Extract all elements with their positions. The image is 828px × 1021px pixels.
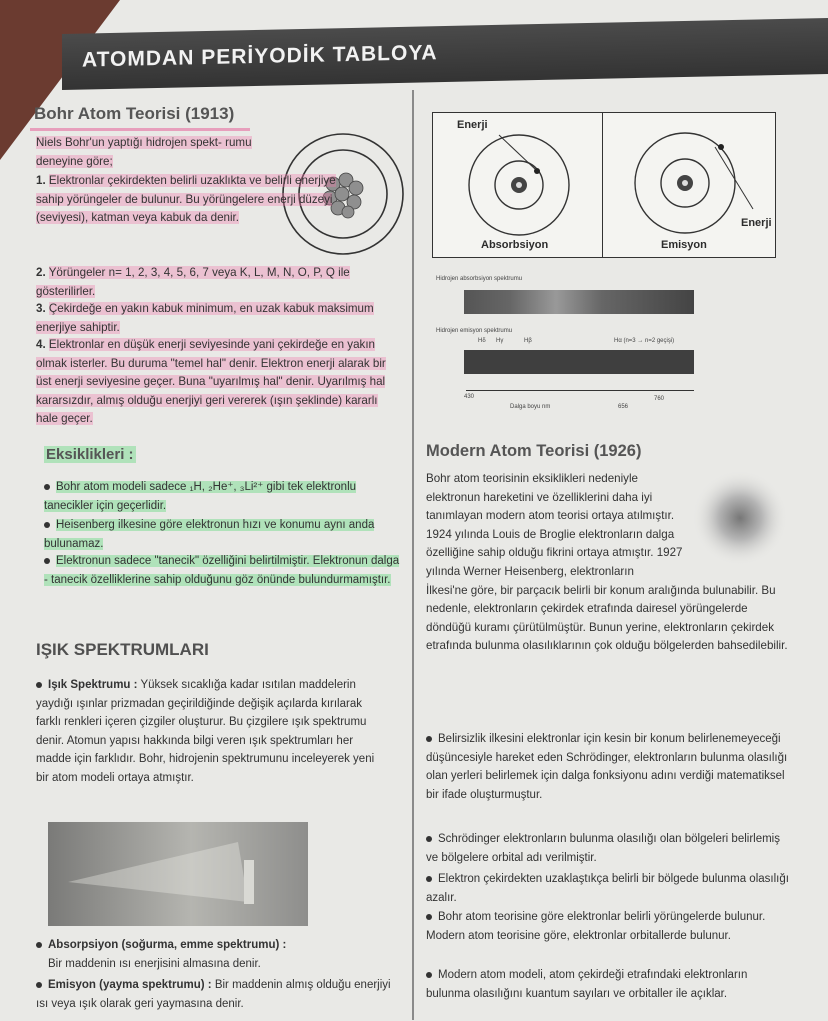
bohr-item-1-text: Elektronlar çekirdekten belirli uzaklıkta ve belirli enerjiye sahip yörüngeler de bulunur. Bu yörüngelere enerji düzeyi (seviyesi), katman veya kabuk da denir. <box>36 174 336 225</box>
h-delta-label: Hδ <box>478 338 486 344</box>
emission-diagram <box>602 112 776 258</box>
tick-430: 430 <box>464 394 475 400</box>
heading-underline <box>30 128 250 131</box>
tick-760: 760 <box>654 396 665 402</box>
modern-bullet-5 <box>426 966 791 1003</box>
bohr-item-3 <box>36 300 396 337</box>
emission-spectrum-bar <box>464 350 694 374</box>
absorpsiyon-label: Absorpsiyon (soğurma, emme spektrumu) : <box>48 939 287 951</box>
h-alpha-label: Hα (n=3 → n=2 geçişi) <box>614 338 675 344</box>
emission-spectrum-label: Hidrojen emisyon spektrumu <box>436 328 513 334</box>
enerji-label-right: Enerji <box>741 217 772 229</box>
bullet-dot <box>36 942 42 948</box>
absorpsiyon-item <box>36 936 388 973</box>
bohr-item-2-number: 2. <box>36 266 46 279</box>
enerji-label-left: Enerji <box>457 119 488 131</box>
bullet-dot <box>426 914 432 920</box>
bullet-dot <box>36 682 42 688</box>
bohr-item-4-text: Elektronlar en düşük enerji seviyesinde yani çekirdeğe en yakın olmak isterler. Bu duruma "temel hal" denir. Elektron enerji alarak bir üst enerji seviyesine geçer. Buna "uyarılmış hal" denir. Uyarılmış hal kararsızdır, almış olduğu enerjiyi geri vererek (ışın şeklinde) kararlı hale geçer. <box>36 338 386 426</box>
modern-bullet-3-text: Elektron çekirdekten uzaklaştıkça belirli bir bölgede bulunma olasılığı azalır. <box>426 873 789 904</box>
bohr-intro-text: Niels Bohr'un yaptığı hidrojen spekt- rumu deneyine göre; <box>36 136 252 168</box>
chapter-title: ATOMDAN PERİYODİK TABLOYA <box>82 41 438 72</box>
eksik-item-3 <box>44 552 400 589</box>
h-gamma-label: Hγ <box>496 338 504 344</box>
eksik-item-2-text: Heisenberg ilkesine göre elektronun hızı ve konumu aynı anda bulunamaz. <box>44 519 375 550</box>
bohr-item-3-text: Çekirdeğe en yakın kabuk minimum, en uzak kabuk maksimum enerjiye sahiptir. <box>36 302 374 334</box>
bullet-dot <box>426 836 432 842</box>
isik-spektrumu-item <box>36 676 388 788</box>
bohr-item-2 <box>36 264 396 301</box>
bohr-item-1 <box>36 172 336 228</box>
bohr-intro <box>36 134 264 171</box>
absorption-atom <box>433 113 603 257</box>
tick-656: 656 <box>618 404 629 410</box>
orbital-cloud-illustration <box>690 468 790 568</box>
bohr-item-2-text: Yörüngeler n= 1, 2, 3, 4, 5, 6, 7 veya K, L, M, N, O, P, Q ile gösterilirler. <box>36 266 350 298</box>
absorbsiyon-label: Absorbsiyon <box>481 239 549 251</box>
isik-spektrumu-text: Yüksek sıcaklığa kadar ısıtılan maddelerin yaydığı ışınlar prizmadan geçirildiğinde değişik açılarda kırılarak farklı renkleri içeren çizgiler oluşturur. Bu çizgilere ışık spektrumu denir. Atomun yapısı hakkında bilgi veren ışık spektrumları her madde için farklıdır. Bohr, hidrojenin spektrumunu inceleyerek yeni bir atom modeli ortaya atmıştır. <box>36 679 375 784</box>
bullet-dot <box>36 982 42 988</box>
emission-atom <box>603 113 775 257</box>
modern-intro-continued-text: İlkesi'ne göre, bir parçacık belirli bir konum aralığında bulunabilir. Bu nedenle, elektronların çekirdek etrafında dairesel yörüngelerde döndüğü kuramı çürütülmüştür. Bunun yerine, elektronların çekirdek etrafında bulunma olasılıklarının çok olduğu bölgelerden bahsedilebilir. <box>426 583 788 653</box>
bohr-item-4 <box>36 336 402 429</box>
eksiklikleri-heading: Eksiklikleri : <box>46 446 134 463</box>
absorpsiyon-text: Bir maddenin ısı enerjisini almasına denir. <box>48 957 261 970</box>
wavelength-axis <box>466 390 694 391</box>
modern-bullet-1 <box>426 730 791 804</box>
bohr-item-1-number: 1. <box>36 174 46 187</box>
axis-label: Dalga boyu nm <box>510 404 551 410</box>
bohr-heading: Bohr Atom Teorisi (1913) <box>34 104 235 123</box>
modern-heading: Modern Atom Teorisi (1926) <box>426 442 642 460</box>
modern-bullet-4-text: Bohr atom teorisine göre elektronlar belirli yörüngelerde bulunur. Modern atom teorisine göre, elektronlar orbitallerde bulunur. <box>426 911 766 942</box>
modern-intro-text: Bohr atom teorisinin eksiklikleri nedeniyle elektronun hareketini ve özelliklerini daha iyi tanımlayan modern atom teorisi ortaya atılmıştır. 1924 yılında Louis de Broglie elektronların dalga özelliğine sahip olduğu fikrini ortaya atmıştır. 1927 yılında Werner Heisenberg, elektronların <box>426 472 683 578</box>
bullet-dot <box>426 972 432 978</box>
eksik-item-2 <box>44 516 400 553</box>
eksik-item-1 <box>44 478 400 515</box>
modern-bullet-2-text: Schrödinger elektronların bulunma olasılığı olan bölgeleri belirlemiş ve bölgelere orbital adı verilmiştir. <box>426 833 780 864</box>
bullet-dot <box>44 558 50 564</box>
modern-intro-top <box>426 470 694 585</box>
h-beta-label: Hβ <box>524 338 532 344</box>
isik-heading: IŞIK SPEKTRUMLARI <box>36 640 209 659</box>
modern-intro-continued <box>426 578 791 728</box>
modern-bullet-2 <box>426 830 791 867</box>
column-divider <box>412 90 414 1020</box>
prism-photo <box>48 822 308 926</box>
modern-bullet-1-text: Belirsizlik ilkesini elektronlar için kesin bir konum belirlenemeyeceği düşüncesiyle hareket eden Schrödinger, elektronların bulunma olasılığı olan yerleri belirlemek için dalga fonksiyonu adını verdiği matematiksel bir ifade oluşturmuştur. <box>426 733 788 801</box>
prism-beam-illustration <box>48 822 308 926</box>
bohr-item-4-number: 4. <box>36 338 46 351</box>
absorption-diagram <box>432 112 604 258</box>
eksik-item-1-text: Bohr atom modeli sadece ₁H, ₂He⁺, ₃Li²⁺ gibi tek elektronlu tanecikler için geçerlidir. <box>44 481 357 512</box>
modern-bullet-5-text: Modern atom modeli, atom çekirdeği etrafındaki elektronların bulunma olasılığını kuantum sayıları ve orbitaller ile açıklar. <box>426 969 748 1000</box>
bullet-dot <box>426 876 432 882</box>
absorption-spectrum-label: Hidrojen absorbsiyon spektrumu <box>436 276 523 282</box>
emisyon-text: Bir maddenin almış olduğu enerjiyi ısı veya ışık olarak geri yaymasına denir. <box>36 979 391 1010</box>
modern-bullet-4 <box>426 908 791 945</box>
chapter-banner <box>62 18 828 90</box>
bullet-dot <box>426 736 432 742</box>
bohr-item-3-number: 3. <box>36 302 46 315</box>
emisyon-item <box>36 976 392 1013</box>
emisyon-figure-label: Emisyon <box>661 239 707 251</box>
bullet-dot <box>44 484 50 490</box>
modern-bullet-3 <box>426 870 791 907</box>
isik-spektrumu-label: Işık Spektrumu : <box>48 679 138 691</box>
eksik-item-3-text: Elektronun sadece "tanecik" özelliğini belirtilmiştir. Elektronun dalga - tanecik özelliklerine sahip olduğunu göz önünde bulundurmamıştır. <box>44 555 400 586</box>
bullet-dot <box>44 522 50 528</box>
absorption-spectrum-bar <box>464 290 694 314</box>
emisyon-label: Emisyon (yayma spektrumu) : <box>48 979 212 991</box>
